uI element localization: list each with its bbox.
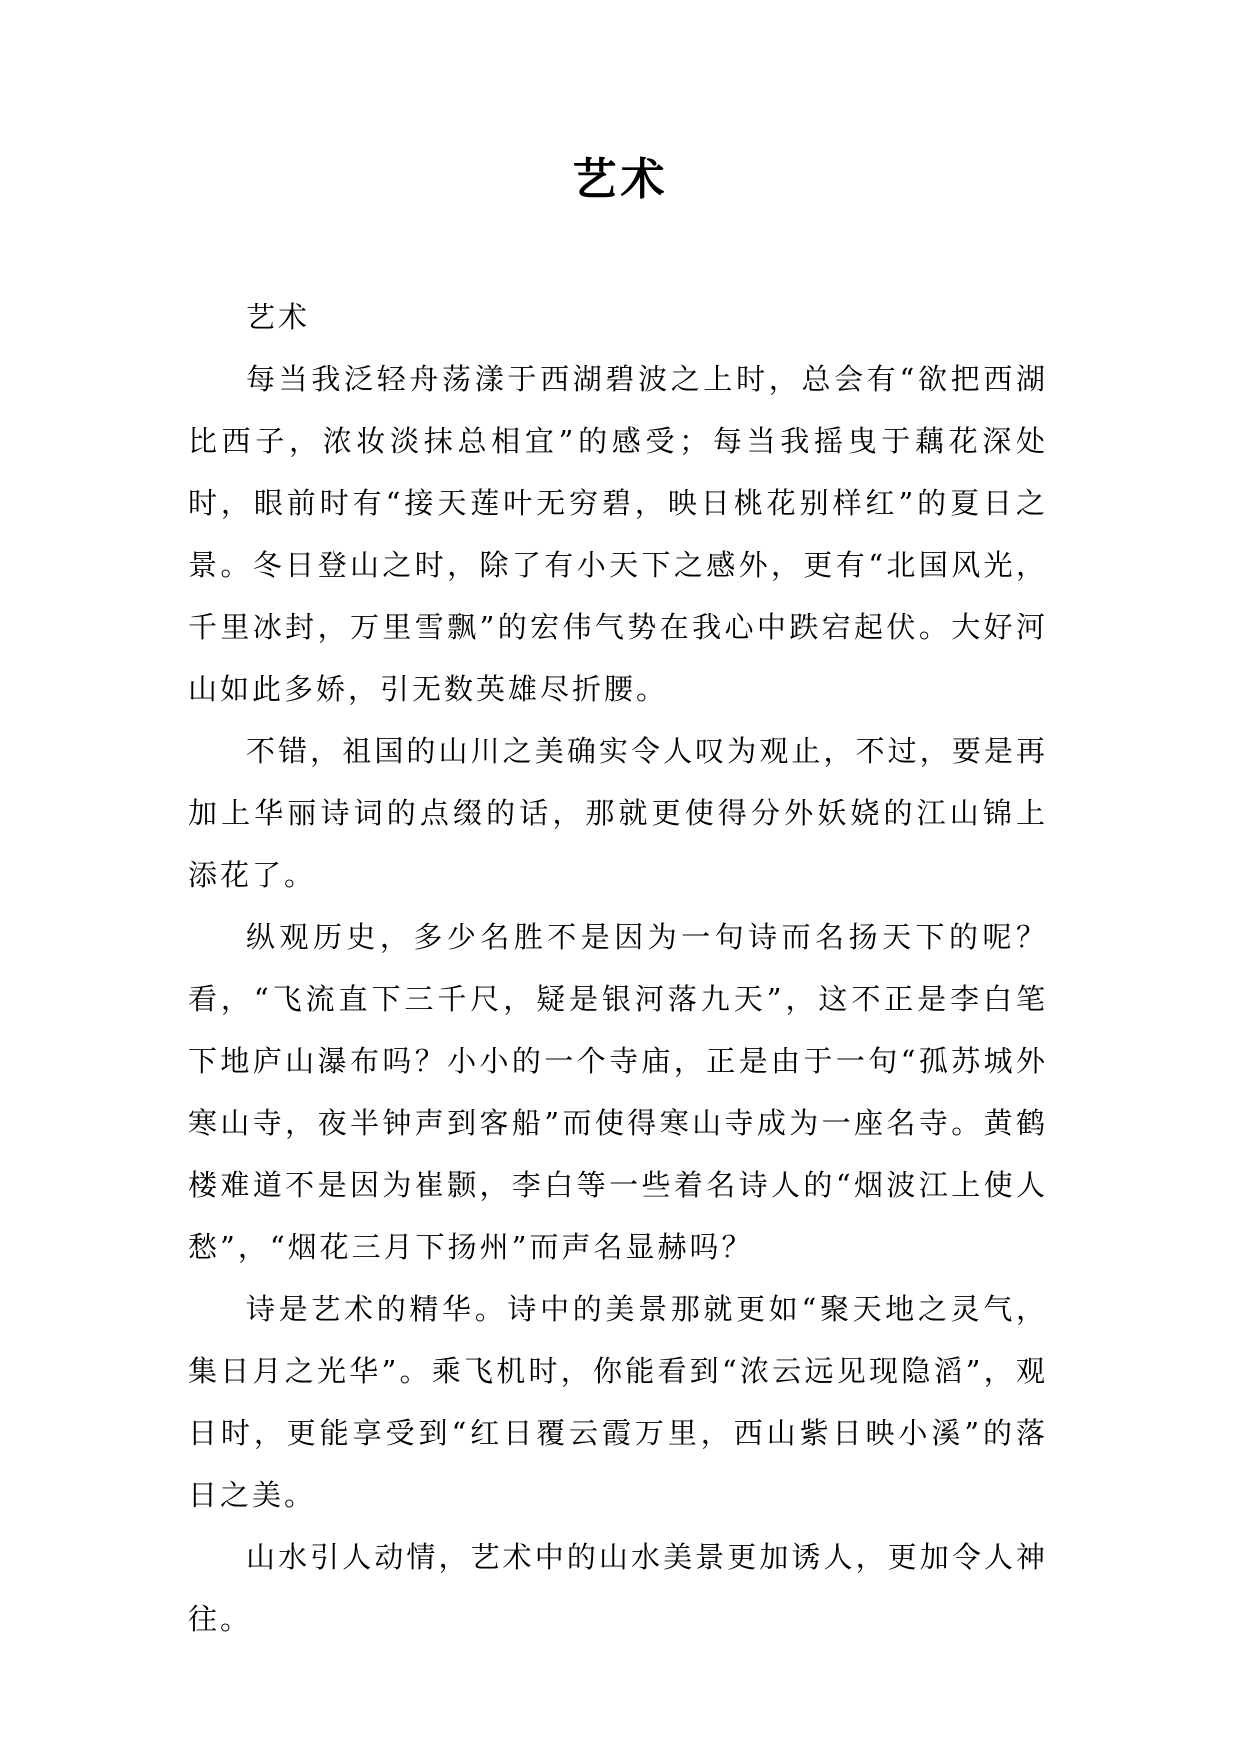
paragraph: 纵观历史，多少名胜不是因为一句诗而名扬天下的呢？看，“飞流直下三千尺，疑是银河落九天”，这不正是李白笔下地庐山瀑布吗？小小的一个寺庙，正是由于一句“孤苏城外寒山寺，夜半钟声到客船”而使得寒山寺成为一座名寺。黄鹤楼难道不是因为崔颢，李白等一些着名诗人的“烟波江上使人愁”，“烟花三月下扬州”而声名显赫吗？ (188, 920, 1048, 1264)
document-body (188, 286, 1048, 1650)
paragraph: 艺术 (246, 300, 311, 334)
paragraph: 诗是艺术的精华。诗中的美景那就更如“聚天地之灵气，集日月之光华”。乘飞机时，你能看到“浓云远见现隐滔”，观日时，更能享受到“红日覆云霞万里，西山紫日映小溪”的落日之美。 (188, 1292, 1048, 1512)
paragraph: 不错，祖国的山川之美确实令人叹为观止，不过，要是再加上华丽诗词的点缀的话，那就更使得分外妖娆的江山锦上添花了。 (188, 734, 1048, 892)
document-title: 艺术 (572, 154, 669, 205)
paragraph: 每当我泛轻舟荡漾于西湖碧波之上时，总会有“欲把西湖比西子，浓妆淡抹总相宜”的感受；每当我摇曳于藕花深处时，眼前时有“接天莲叶无穷碧，映日桃花别样红”的夏日之景。冬日登山之时，除了有小天下之感外，更有“北国风光，千里冰封，万里雪飘”的宏伟气势在我心中跌宕起伏。大好河山如此多娇，引无数英雄尽折腰。 (188, 362, 1048, 706)
paragraph: 山水引人动情，艺术中的山水美景更加诱人，更加令人神往。 (188, 1540, 1048, 1636)
